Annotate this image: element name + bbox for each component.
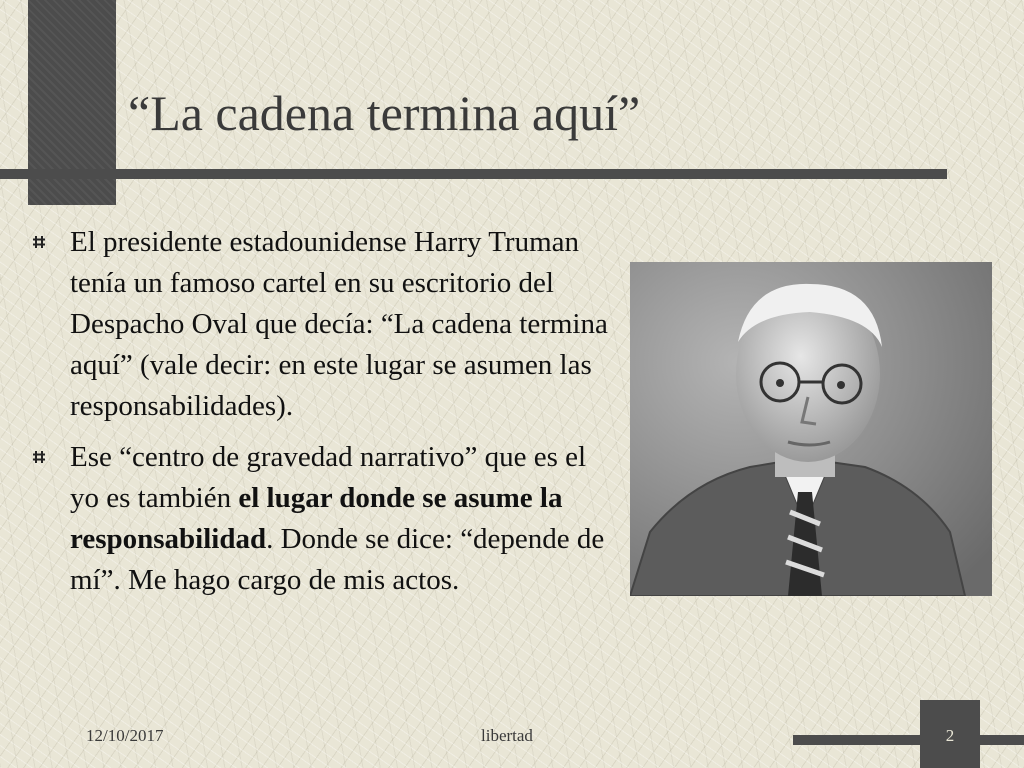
bullet-item-2 (32, 437, 622, 601)
portrait-photo (630, 262, 992, 596)
bullet-1-text: El presidente estadounidense Harry Truman tenía un famoso cartel en su escritorio del Despacho Oval que decía: “La cadena termina aquí” (vale decir: en este lugar se asumen las responsabilidades). (70, 226, 608, 422)
hash-bullet-icon (32, 450, 46, 464)
bullet-2-text-part-1: Ese “centro de gravedad narrativo” que es el yo es también (70, 441, 587, 514)
slide-body (32, 222, 622, 611)
slide-title: “La cadena termina aquí” (128, 85, 641, 141)
footer-date: 12/10/2017 (86, 726, 164, 745)
title-underline-bar (0, 169, 947, 179)
footer-topic: libertad (481, 726, 533, 745)
bullet-item-1 (32, 222, 622, 427)
footer-bar (793, 735, 1024, 745)
hash-bullet-icon (32, 235, 46, 249)
bullet-2-text-part-2: . Donde se dice: “depende de mí”. Me hago cargo de mis actos. (70, 523, 605, 596)
bullet-2-bold-text: el lugar donde se asume la responsabilidad (70, 482, 563, 555)
page-number: 2 (945, 726, 955, 745)
